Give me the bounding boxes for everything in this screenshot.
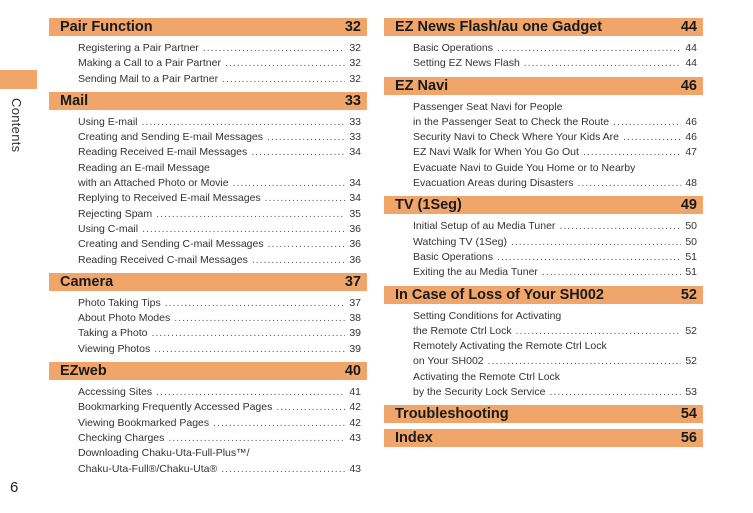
section-header[interactable] [49,18,367,36]
entry-page: 50 [685,220,697,233]
section-title: EZ News Flash/au one Gadget [395,19,603,35]
entry-page: 48 [685,177,697,190]
section-entries [384,309,703,401]
section-header[interactable] [384,429,703,447]
section-title: Troubleshooting [395,406,509,423]
toc-line [78,446,361,461]
side-label: Contents [9,98,24,153]
entry-title: Evacuate Navi to Guide You Home or to Nearby [413,161,636,174]
toc-entry[interactable] [78,237,361,252]
entry-title: Viewing Bookmarked Pages [78,416,210,429]
section-header[interactable] [384,286,703,304]
entry-page: 44 [685,57,697,70]
entry-title: Security Navi to Check Where Your Kids Are [413,131,620,144]
dot-leader [268,237,346,252]
entry-title: Activating the Remote Ctrl Lock [413,370,561,383]
dot-leader [267,130,345,145]
toc-line [413,56,697,71]
dot-leader [151,326,345,341]
toc-entry[interactable] [413,265,697,280]
dot-leader [276,400,345,415]
toc-entry[interactable] [78,191,361,206]
toc-entry[interactable] [78,296,361,311]
dot-leader [559,219,681,234]
entry-page: 34 [349,177,361,190]
entry-page: 36 [349,222,361,235]
dot-leader [511,235,681,250]
entry-page: 53 [685,386,697,399]
entry-title: in the Passenger Seat to Check the Route [413,115,610,128]
toc-entry[interactable] [413,309,697,340]
dot-leader [613,115,681,130]
toc-line [78,130,361,145]
entry-page: 35 [349,207,361,220]
entry-title: Initial Setup of au Media Tuner [413,220,556,233]
entry-page: 52 [685,355,697,368]
toc-line [78,311,361,326]
toc-line [413,250,697,265]
entry-title: by the Security Lock Service [413,386,546,399]
dot-leader [174,311,345,326]
entry-title: Viewing Photos [78,342,151,355]
entry-page: 42 [349,401,361,414]
entry-page: 43 [349,462,361,475]
entry-page: 43 [349,431,361,444]
toc-line [413,41,697,56]
dot-leader [497,41,681,56]
dot-leader [142,115,346,130]
section-header[interactable] [384,18,703,36]
toc-entry[interactable] [413,250,697,265]
section-page: 49 [680,197,697,214]
section-title: EZweb [60,363,107,380]
entry-title: Setting Conditions for Activating [413,309,562,322]
toc-entry[interactable] [413,56,697,71]
toc-line [78,145,361,160]
dot-leader [222,72,345,87]
toc-entry[interactable] [413,235,697,250]
toc-entry[interactable] [78,253,361,268]
entry-title: Registering a Pair Partner [78,42,199,54]
toc-line [78,176,361,191]
entry-title: Creating and Sending E-mail Messages [78,131,264,144]
toc-entry[interactable] [78,161,361,192]
dot-leader [488,354,682,369]
entry-title: Passenger Seat Navi for People [413,100,563,113]
toc-line [78,326,361,341]
section-title: EZ Navi [395,77,449,94]
toc-line [78,400,361,415]
toc-entry[interactable] [413,370,697,401]
toc-entry[interactable] [413,100,697,131]
section-page: 44 [680,19,697,35]
entry-page: 32 [349,72,361,85]
section-entries [384,219,703,280]
toc-line [413,235,697,250]
toc-line [413,370,697,385]
entry-page: 51 [685,266,697,279]
section-header[interactable] [384,77,703,95]
toc-line [413,324,697,339]
entry-title: EZ Navi Walk for When You Go Out [413,146,579,159]
toc-entry[interactable] [413,219,697,234]
toc-line [413,339,697,354]
section-page: 40 [344,363,361,380]
entry-title: Reading Received E-mail Messages [78,146,248,159]
dot-leader [225,56,345,71]
dot-leader [265,191,346,206]
entry-title: Evacuation Areas during Disasters [413,177,574,190]
toc-line [78,296,361,311]
section-page: 33 [344,92,361,109]
toc-line [78,161,361,176]
entry-page: 36 [349,253,361,266]
toc-line [78,222,361,237]
toc-line [78,385,361,400]
entry-title: About Photo Modes [78,312,171,325]
toc-line [78,41,361,56]
entry-page: 46 [685,131,697,144]
entry-page: 44 [685,42,697,54]
toc-line [413,354,697,369]
dot-leader [583,145,681,160]
toc-column-left [49,18,367,482]
toc-line [78,342,361,357]
toc-entry[interactable] [78,416,361,431]
section-entries [384,100,703,192]
entry-page: 50 [685,235,697,248]
dot-leader [252,253,345,268]
entry-title: Photo Taking Tips [78,296,161,309]
entry-page: 37 [349,296,361,309]
page-number: 6 [10,479,19,496]
section-page: 32 [344,19,361,35]
entry-page: 34 [349,192,361,205]
entry-title: Accessing Sites [78,386,153,399]
entry-title: Using C-mail [78,222,139,235]
entry-title: Basic Operations [413,42,493,54]
dot-leader [168,431,345,446]
toc-line [413,265,697,280]
entry-page: 32 [349,57,361,70]
toc-line [78,462,361,477]
entry-title: Creating and Sending C-mail Messages [78,238,264,251]
section-header[interactable] [384,405,703,423]
toc-entry[interactable] [78,41,361,56]
section-page: 37 [344,273,361,290]
section-title: Mail [60,92,89,109]
section-page: 46 [680,77,697,94]
entry-page: 34 [349,146,361,159]
toc-entry[interactable] [78,72,361,87]
section-title: Pair Function [60,19,153,35]
entry-title: Downloading Chaku-Uta-Full-Plus™/ [78,447,250,460]
toc-entry[interactable] [78,207,361,222]
entry-title: Setting EZ News Flash [413,57,520,70]
toc-line [78,431,361,446]
section-title: Camera [60,273,114,290]
dot-leader [142,222,345,237]
entry-title: Reading Received C-mail Messages [78,253,248,266]
dot-leader [203,41,346,56]
dot-leader [542,265,681,280]
toc-entry[interactable] [78,311,361,326]
dot-leader [549,385,681,400]
entry-title: Watching TV (1Seg) [413,235,507,248]
toc-line [413,219,697,234]
entry-title: Basic Operations [413,250,493,263]
entry-page: 33 [349,131,361,144]
entry-title: on Your SH002 [413,355,484,368]
section-title: In Case of Loss of Your SH002 [395,286,604,303]
section-header[interactable] [49,92,367,110]
toc-column-right [384,18,703,453]
section-page: 52 [680,286,697,303]
toc-line [78,72,361,87]
entry-page: 32 [349,42,361,54]
entry-page: 39 [349,327,361,340]
dot-leader [623,130,681,145]
section-header[interactable] [49,273,367,291]
entry-page: 36 [349,238,361,251]
toc-entry[interactable] [413,41,697,56]
section-entries [49,385,367,477]
toc-line [78,207,361,222]
entry-title: Bookmarking Frequently Accessed Pages [78,401,273,414]
section-header[interactable] [384,196,703,214]
entry-title: Sending Mail to a Pair Partner [78,72,219,85]
dot-leader [251,145,345,160]
toc-entry[interactable] [78,431,361,446]
dot-leader [165,296,346,311]
entry-page: 46 [685,115,697,128]
toc-line [78,237,361,252]
entry-page: 38 [349,312,361,325]
toc-line [78,191,361,206]
toc-entry[interactable] [413,145,697,160]
dot-leader [233,176,346,191]
dot-leader [154,342,345,357]
entry-title: Rejecting Spam [78,207,153,220]
toc-line [413,115,697,130]
section-header[interactable] [49,362,367,380]
toc-entry[interactable] [413,161,697,192]
toc-line [413,100,697,115]
entry-page: 52 [685,324,697,337]
toc-entry[interactable] [78,385,361,400]
section-entries [49,296,367,357]
side-tab-marker [0,70,37,89]
toc-line [413,309,697,324]
toc-entry[interactable] [78,145,361,160]
toc-entry[interactable] [78,222,361,237]
dot-leader [156,207,345,222]
entry-title: with an Attached Photo or Movie [78,177,229,190]
entry-title: Taking a Photo [78,327,148,340]
dot-leader [524,56,682,71]
toc-line [413,145,697,160]
entry-title: Using E-mail [78,115,138,128]
entry-title: Replying to Received E-mail Messages [78,192,261,205]
entry-page: 33 [349,115,361,128]
toc-entry[interactable] [78,56,361,71]
entry-title: the Remote Ctrl Lock [413,324,512,337]
dot-leader [213,416,345,431]
entry-page: 42 [349,416,361,429]
section-entries [49,115,367,268]
dot-leader [578,176,682,191]
dot-leader [497,250,681,265]
dot-leader [221,462,345,477]
toc-entry[interactable] [78,446,361,477]
toc-line [413,161,697,176]
toc-line [78,416,361,431]
toc-line [413,176,697,191]
dot-leader [516,324,682,339]
toc-entry[interactable] [78,130,361,145]
entry-title: Checking Charges [78,431,165,444]
toc-line [78,115,361,130]
toc-entry[interactable] [78,342,361,357]
section-title: TV (1Seg) [395,197,462,214]
section-entries [49,41,367,87]
toc-entry[interactable] [413,130,697,145]
section-page: 56 [680,430,697,447]
entry-title: Chaku-Uta-Full®/Chaku-Uta® [78,462,218,475]
section-entries [384,41,703,72]
toc-entry[interactable] [78,326,361,341]
entry-title: Making a Call to a Pair Partner [78,57,221,70]
toc-entry[interactable] [413,339,697,370]
entry-page: 47 [685,146,697,159]
toc-line [78,56,361,71]
toc-entry[interactable] [78,115,361,130]
entry-title: Remotely Activating the Remote Ctrl Lock [413,340,607,353]
toc-line [413,385,697,400]
section-title: Index [395,430,433,447]
entry-title: Reading an E-mail Message [78,161,210,174]
entry-page: 39 [349,342,361,355]
section-page: 54 [680,406,697,423]
entry-title: Exiting the au Media Tuner [413,266,538,279]
toc-line [413,130,697,145]
toc-entry[interactable] [78,400,361,415]
toc-line [78,253,361,268]
dot-leader [156,385,345,400]
entry-page: 51 [685,250,697,263]
entry-page: 41 [349,386,361,399]
